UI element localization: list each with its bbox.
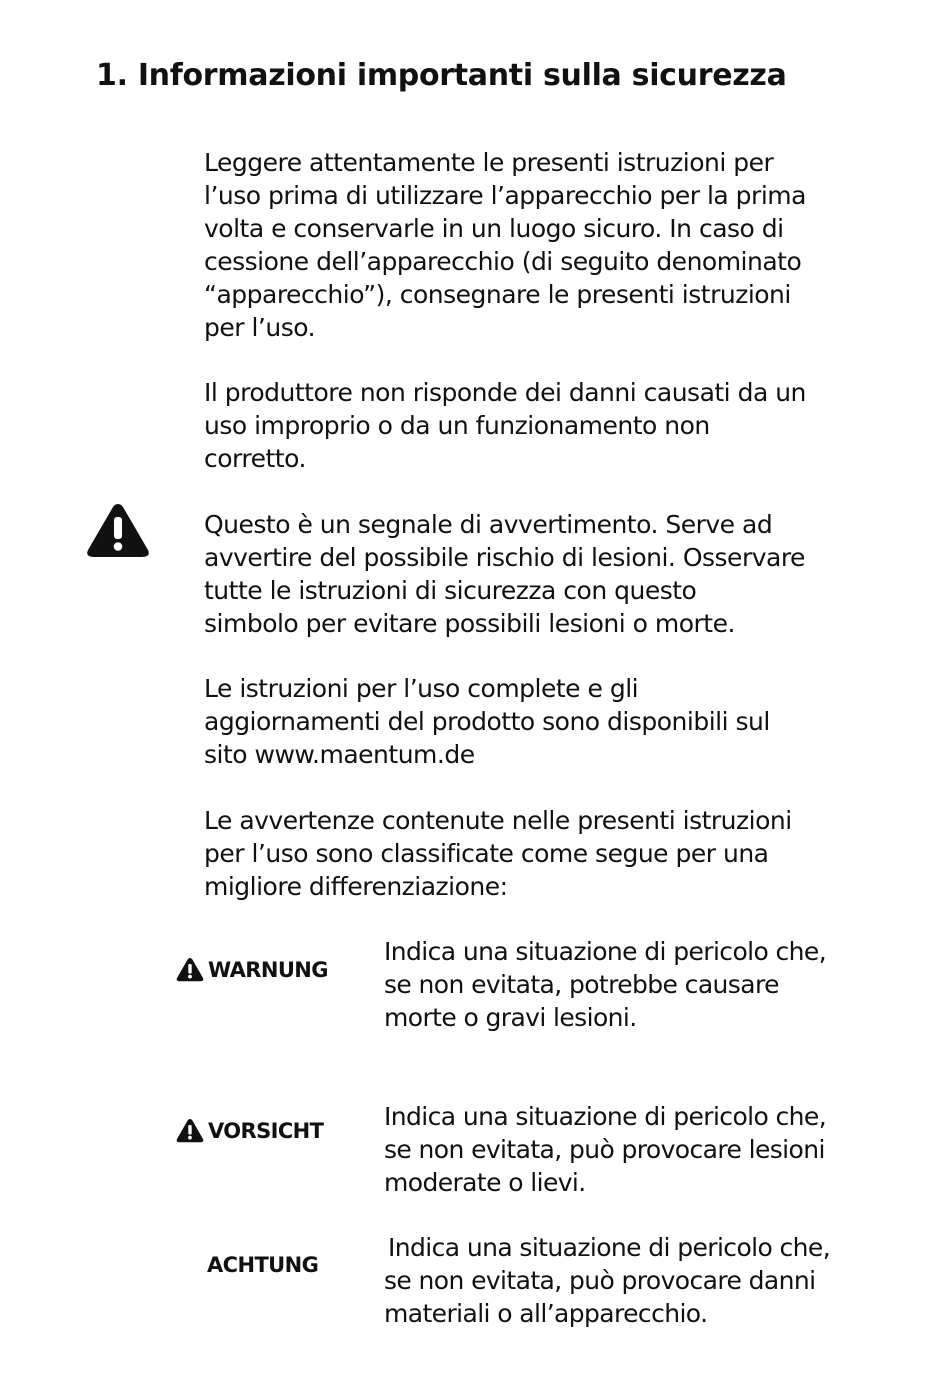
paragraph-line: aggiornamenti del prodotto sono disponibili sul	[204, 707, 770, 736]
intro-paragraph	[204, 146, 904, 344]
description-line: se non evitata, potrebbe causare	[384, 970, 779, 999]
paragraph-line: “apparecchio”), consegnare le presenti istruzioni	[204, 280, 791, 309]
description-line: materiali o all’apparecchio.	[384, 1299, 708, 1328]
description-line: Indica una situazione di pericolo che,	[388, 1233, 831, 1262]
section-title: 1. Informazioni importanti sulla sicurezza	[96, 58, 787, 93]
signal-word-label: VORSICHT	[208, 1118, 324, 1143]
paragraph-line: corretto.	[204, 444, 306, 473]
description-line: moderate o lievi.	[384, 1168, 586, 1197]
signal-word-label: ACHTUNG	[207, 1253, 319, 1277]
description-line: Indica una situazione di pericolo che,	[384, 1102, 827, 1131]
signal-word-description	[384, 1100, 924, 1199]
signal-word-description	[384, 935, 924, 1034]
paragraph-line: avvertire del possibile rischio di lesioni. Osservare	[204, 543, 805, 572]
warning-triangle-icon	[176, 957, 204, 982]
warning-triangle-icon	[84, 500, 152, 560]
warning-triangle-icon	[176, 1118, 204, 1143]
paragraph-line: uso improprio o da un funzionamento non	[204, 411, 710, 440]
signal-word-label: WARNUNG	[208, 957, 328, 982]
paragraph-line: sito www.maentum.de	[204, 740, 475, 769]
signal-word-description	[384, 1231, 924, 1330]
paragraph-line: simbolo per evitare possibili lesioni o morte.	[204, 609, 735, 638]
paragraph-line: Leggere attentamente le presenti istruzioni per	[204, 148, 774, 177]
paragraph-line: cessione dell’apparecchio (di seguito denominato	[204, 247, 802, 276]
signal-word-warnung	[176, 957, 328, 982]
paragraph-line: Le istruzioni per l’uso complete e gli	[204, 674, 639, 703]
description-line: morte o gravi lesioni.	[384, 1003, 637, 1032]
paragraph-line: per l’uso sono classificate come segue per una	[204, 839, 769, 868]
warning-symbol-paragraph	[204, 508, 904, 640]
manual-paragraph	[204, 672, 904, 771]
description-line: se non evitata, può provocare danni	[384, 1266, 816, 1295]
signal-word-achtung	[207, 1253, 318, 1277]
signal-word-vorsicht	[176, 1118, 323, 1143]
paragraph-line: Questo è un segnale di avvertimento. Serve ad	[204, 510, 773, 539]
description-line: Indica una situazione di pericolo che,	[384, 937, 827, 966]
paragraph-line: l’uso prima di utilizzare l’apparecchio per la prima	[204, 181, 806, 210]
classification-paragraph	[204, 804, 904, 903]
paragraph-line: per l’uso.	[204, 313, 316, 342]
paragraph-line: Le avvertenze contenute nelle presenti istruzioni	[204, 806, 792, 835]
paragraph-line: tutte le istruzioni di sicurezza con questo	[204, 576, 697, 605]
liability-paragraph	[204, 376, 904, 475]
description-line: se non evitata, può provocare lesioni	[384, 1135, 825, 1164]
paragraph-line: migliore differenziazione:	[204, 872, 508, 901]
paragraph-line: Il produttore non risponde dei danni causati da un	[204, 378, 806, 407]
paragraph-line: volta e conservarle in un luogo sicuro. In caso di	[204, 214, 784, 243]
